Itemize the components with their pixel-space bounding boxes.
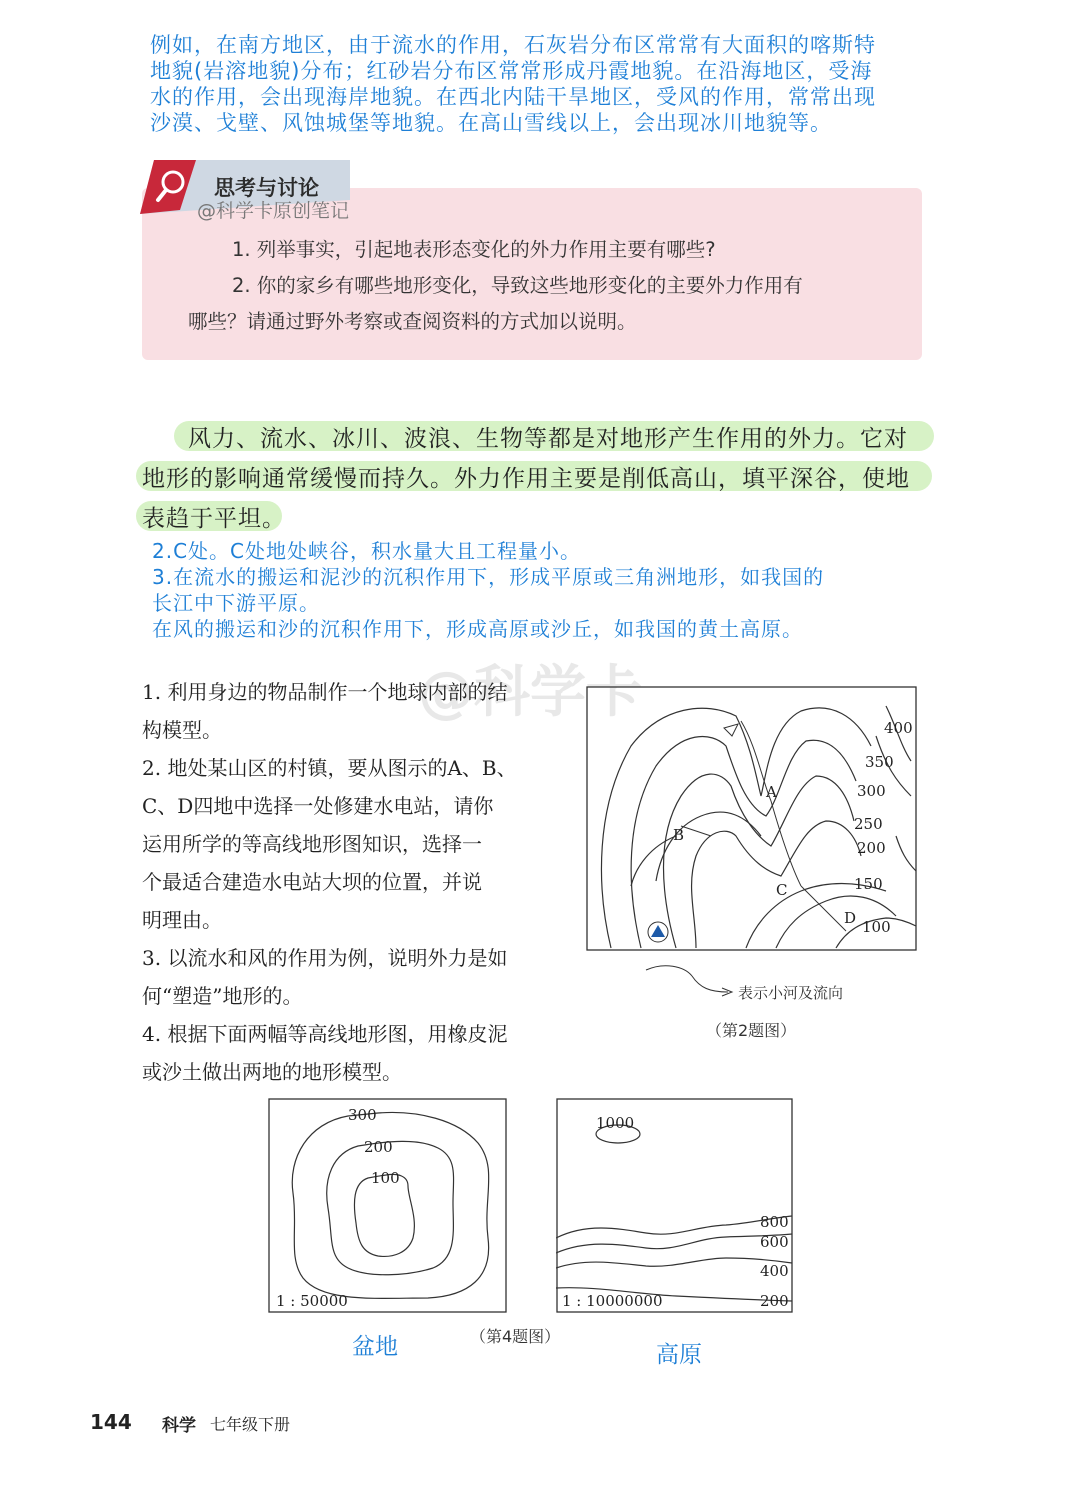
elevation-label: 300 bbox=[857, 782, 886, 800]
elevation-label: 350 bbox=[865, 753, 894, 771]
handnote-plateau: 高原 bbox=[656, 1342, 702, 1368]
discussion-question-2: 2. 你的家乡有哪些地形变化，导致这些地形变化的主要外力作用有 bbox=[232, 274, 803, 297]
legend-text: 表示小河及流向 bbox=[738, 984, 844, 1002]
main-text-line: 表趋于平坦。 bbox=[142, 506, 286, 532]
footer-subject: 科学 bbox=[162, 1416, 196, 1436]
main-text-line: 地形的影响通常缓慢而持久。外力作用主要是削低高山，填平深谷，使地 bbox=[142, 466, 910, 492]
exercise-line: 或沙土做出两地的地形模型。 bbox=[142, 1060, 402, 1084]
discussion-question-2-cont: 哪些？请通过野外考察或查阅资料的方式加以说明。 bbox=[188, 310, 637, 333]
contour-map-basin bbox=[268, 1098, 508, 1314]
answer-line: 3.在流水的搬运和泥沙的沉积作用下，形成平原或三角洲地形，如我国的 bbox=[152, 565, 825, 589]
scale-label: 1 : 50000 bbox=[276, 1292, 348, 1310]
answer-line: 2.C处。C处地处峡谷，积水量大且工程量小。 bbox=[152, 539, 582, 563]
peak-triangle-icon bbox=[648, 922, 668, 942]
point-label-b: B bbox=[673, 826, 685, 844]
elevation-label: 600 bbox=[760, 1233, 789, 1251]
handnote-basin: 盆地 bbox=[352, 1334, 398, 1360]
watermark-text: @科学卡原创笔记 bbox=[197, 200, 350, 222]
exercise-line: 运用所学的等高线地形图知识，选择一 bbox=[142, 832, 482, 856]
elevation-label: 200 bbox=[364, 1138, 393, 1156]
exercise-line: 2. 地处某山区的村镇，要从图示的A、B、 bbox=[142, 756, 517, 780]
elevation-label: 100 bbox=[862, 918, 891, 936]
contour-map-figure-2 bbox=[586, 686, 918, 952]
point-label-a: A bbox=[766, 783, 777, 801]
answer-line: 在风的搬运和沙的沉积作用下，形成高原或沙丘，如我国的黄土高原。 bbox=[152, 617, 803, 641]
exercise-line: 个最适合建造水电站大坝的位置，并说 bbox=[142, 870, 482, 894]
footer-grade: 七年级下册 bbox=[210, 1415, 291, 1434]
scale-label: 1 : 10000000 bbox=[562, 1292, 663, 1310]
elevation-label: 400 bbox=[760, 1262, 789, 1280]
note-line: 沙漠、戈壁、风蚀城堡等地貌。在高山雪线以上，会出现冰川地貌等。 bbox=[150, 111, 832, 135]
point-label-c: C bbox=[776, 881, 788, 899]
note-line: 水的作用，会出现海岸地貌。在西北内陆干旱地区，受风的作用，常常出现 bbox=[150, 85, 876, 109]
point-label-d: D bbox=[844, 909, 857, 927]
exercise-line: 构模型。 bbox=[142, 718, 222, 742]
note-line: 地貌(岩溶地貌)分布；红砂岩分布区常常形成丹霞地貌。在沿海地区，受海 bbox=[150, 59, 873, 83]
elevation-label: 200 bbox=[760, 1292, 789, 1310]
river-lines bbox=[681, 721, 846, 931]
answer-line: 长江中下游平原。 bbox=[152, 591, 320, 615]
elevation-label: 100 bbox=[371, 1169, 400, 1187]
handwritten-note-top bbox=[150, 32, 950, 136]
exercise-line: 4. 根据下面两幅等高线地形图，用橡皮泥 bbox=[142, 1022, 508, 1046]
elevation-label: 150 bbox=[854, 875, 883, 893]
watermark-large: @科学卡 bbox=[418, 660, 642, 725]
exercise-line: 1. 利用身边的物品制作一个地球内部的结 bbox=[142, 680, 508, 704]
handwritten-answers bbox=[152, 538, 824, 642]
page-number: 144 bbox=[90, 1410, 132, 1434]
elevation-label: 200 bbox=[857, 839, 886, 857]
note-line: 例如，在南方地区，由于流水的作用，石灰岩分布区常常有大面积的喀斯特 bbox=[150, 33, 876, 57]
exercise-line: 明理由。 bbox=[142, 908, 222, 932]
exercise-line: 何“塑造”地形的。 bbox=[142, 984, 303, 1008]
discussion-question-1: 1. 列举事实，引起地表形态变化的外力作用主要有哪些? bbox=[232, 238, 716, 261]
main-text-line: 风力、流水、冰川、波浪、生物等都是对地形产生作用的外力。它对 bbox=[188, 426, 908, 452]
river-legend-icon bbox=[644, 962, 736, 1002]
elevation-label: 800 bbox=[760, 1213, 789, 1231]
elevation-label: 1000 bbox=[596, 1114, 635, 1132]
discussion-title: 思考与讨论 bbox=[214, 176, 319, 200]
elevation-label: 300 bbox=[348, 1106, 377, 1124]
exercise-line: 3. 以流水和风的作用为例，说明外力是如 bbox=[142, 946, 508, 970]
figure-4-caption: （第4题图） bbox=[470, 1327, 561, 1346]
elevation-label: 250 bbox=[854, 815, 883, 833]
contour-map-plateau bbox=[556, 1098, 794, 1314]
figure-2-caption: （第2题图） bbox=[706, 1021, 797, 1040]
elevation-label: 400 bbox=[884, 719, 913, 737]
exercise-line: C、D四地中选择一处修建水电站，请你 bbox=[142, 794, 494, 818]
